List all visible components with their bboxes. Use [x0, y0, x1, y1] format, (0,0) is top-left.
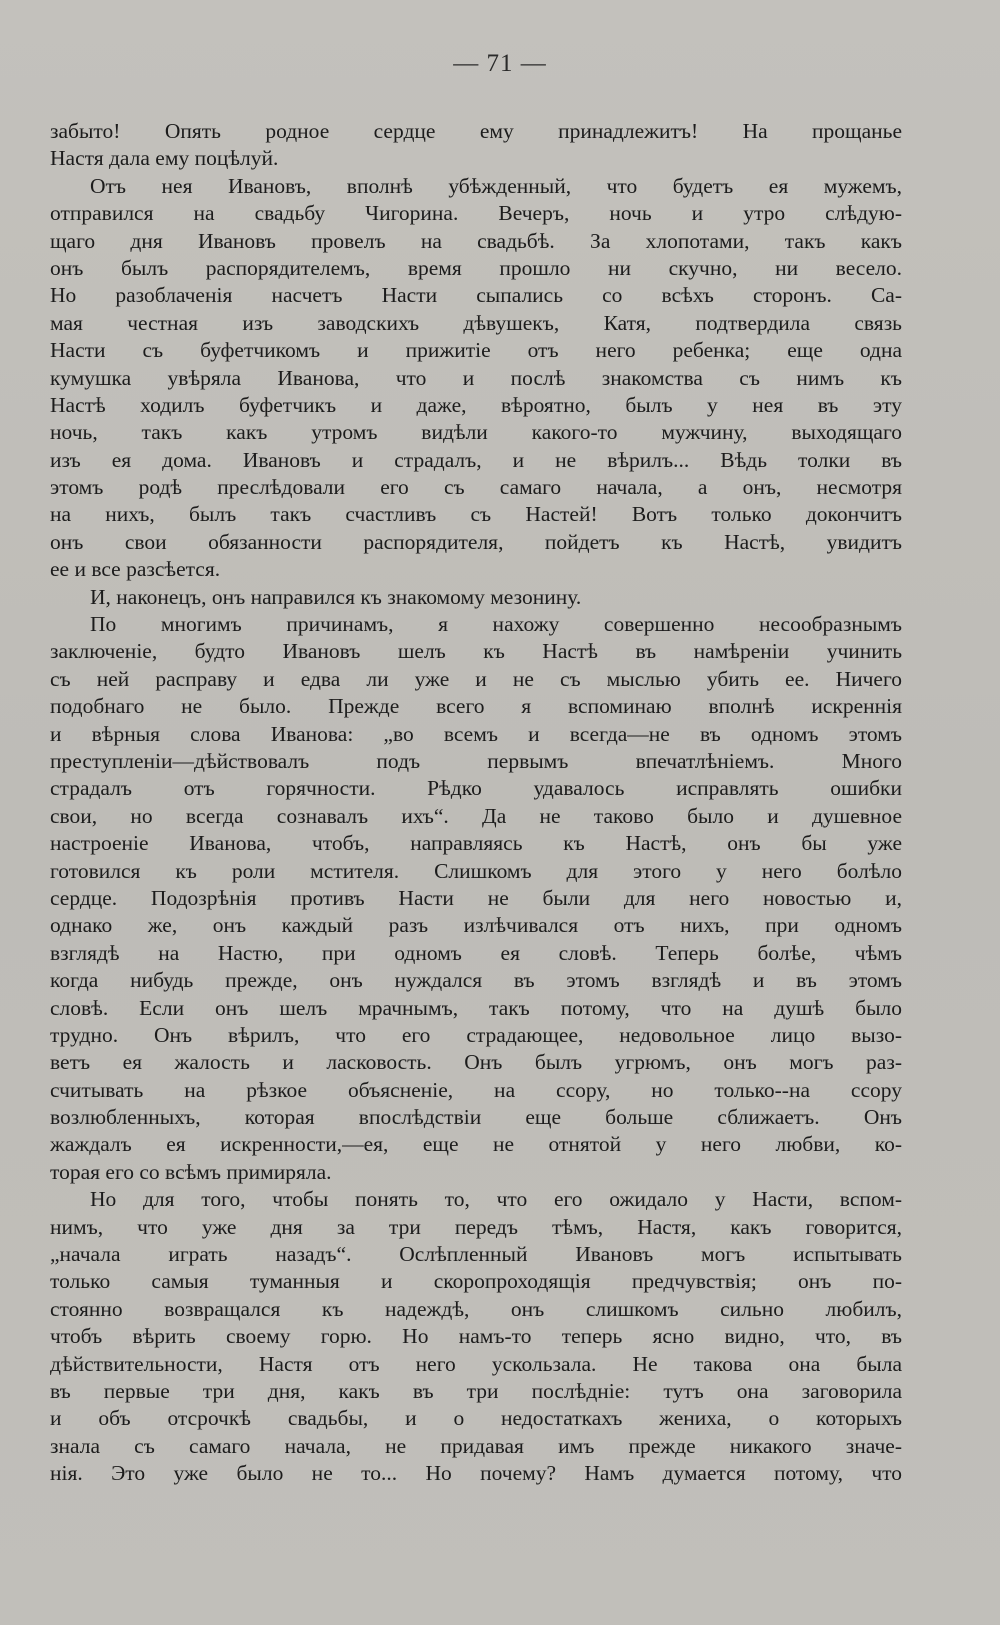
text-line-content: Насти съ буфетчикомъ и прижитіе отъ него ребенка; еще одна: [50, 338, 902, 363]
text-line-content: страдалъ отъ горячности. Рѣдко удавалось исправлять ошибки: [50, 776, 902, 801]
text-line-content: По многимъ причинамъ, я нахожу совершенно несообразнымъ: [90, 612, 902, 637]
text-line-content: трудно. Онъ вѣрилъ, что его страдающее, недовольное лицо вызо-: [50, 1022, 902, 1047]
text-line-content: нимъ, что уже дня за три передъ тѣмъ, Настя, какъ говорится,: [50, 1214, 902, 1239]
text-line-content: щаго дня Ивановъ провелъ на свадьбѣ. За хлопотами, такъ какъ: [50, 228, 902, 253]
text-line-content: чтобъ вѣрить своему горю. Но намъ-то теперь ясно видно, что, въ: [50, 1324, 902, 1349]
text-line: [50, 200, 902, 227]
page-number: — 71 —: [453, 50, 547, 77]
text-line-content: Но для того, чтобы понять то, что его ожидало у Насти, вспом-: [90, 1187, 902, 1212]
text-line-content: этомъ родѣ преслѣдовали его съ самаго начала, а онъ, несмотря: [50, 475, 902, 500]
text-line: [50, 995, 902, 1022]
text-line-content: готовился къ роли мстителя. Слишкомъ для этого у него болѣло: [50, 858, 902, 883]
text-line-content: стоянно возвращался къ надеждѣ, онъ слишкомъ сильно любилъ,: [50, 1296, 902, 1321]
text-line: [50, 1077, 902, 1104]
text-line-content: торая его со всѣмъ примиряла.: [50, 1159, 332, 1184]
text-line: [50, 611, 902, 638]
text-line: [50, 693, 902, 720]
text-line: [50, 419, 902, 446]
text-line: [50, 1460, 902, 1487]
text-line-content: подобнаго не было. Прежде всего я вспоминаю вполнѣ искреннія: [50, 694, 902, 719]
text-line: [50, 474, 902, 501]
text-line: [50, 337, 902, 364]
text-line-content: Отъ нея Ивановъ, вполнѣ убѣжденный, что будетъ ея мужемъ,: [90, 173, 902, 198]
text-line-content: ветъ ея жалость и ласковость. Онъ былъ угрюмъ, онъ могъ раз-: [50, 1050, 902, 1075]
text-line-content: мая честная изъ заводскихъ дѣвушекъ, Катя, подтвердила связь: [50, 310, 902, 335]
text-line-content: возлюбленныхъ, которая впослѣдствіи еще больше сближаетъ. Онъ: [50, 1105, 902, 1130]
text-line: [50, 392, 902, 419]
text-line: [50, 228, 902, 255]
text-line: [50, 1268, 902, 1295]
text-line-content: онъ свои обязанности распорядителя, пойдетъ къ Настѣ, увидитъ: [50, 529, 902, 554]
text-line-content: Настѣ ходилъ буфетчикъ и даже, вѣроятно, былъ у нея въ эту: [50, 392, 902, 417]
text-line-content: заключеніе, будто Ивановъ шелъ къ Настѣ въ намѣреніи учинить: [50, 639, 902, 664]
text-line-content: изъ ея дома. Ивановъ и страдалъ, и не вѣрилъ... Вѣдь толки въ: [50, 447, 902, 472]
text-line: [50, 775, 902, 802]
text-line: [50, 1433, 902, 1460]
text-line-content: и вѣрныя слова Иванова: „во всемъ и всегда—не въ одномъ этомъ: [50, 721, 902, 746]
text-line-content: отправился на свадьбу Чигорина. Вечеръ, ночь и утро слѣдую-: [50, 201, 902, 226]
text-line-content: Но разоблаченія насчетъ Насти сыпались со всѣхъ сторонъ. Са-: [50, 283, 902, 308]
text-line: [50, 1351, 902, 1378]
text-line: [50, 282, 902, 309]
text-line-content: когда нибудь прежде, онъ нуждался въ этомъ взглядѣ и въ этомъ: [50, 968, 902, 993]
text-line: [50, 1323, 902, 1350]
text-line: [50, 912, 902, 939]
text-line-content: нія. Это уже было не то... Но почему? Намъ думается потому, что: [50, 1461, 902, 1486]
text-line: [50, 803, 902, 830]
text-line: [50, 858, 902, 885]
text-line-content: сердце. Подозрѣнія противъ Насти не были для него новостью и,: [50, 885, 902, 910]
text-line-content: свои, но всегда сознавалъ ихъ“. Да не таково было и душевное: [50, 803, 902, 828]
text-line: [50, 584, 902, 611]
text-line-content: Настя дала ему поцѣлуй.: [50, 146, 279, 171]
text-line: [50, 1104, 902, 1131]
text-line-content: въ первые три дня, какъ въ три послѣдніе: тутъ она заговорила: [50, 1378, 902, 1403]
text-line: [50, 529, 902, 556]
text-line: [50, 501, 902, 528]
text-line: [50, 556, 902, 583]
text-line-content: „начала играть назадъ“. Ослѣпленный Ивановъ могъ испытывать: [50, 1242, 902, 1267]
text-line-content: и объ отсрочкѣ свадьбы, и о недостаткахъ жениха, о которыхъ: [50, 1406, 902, 1431]
text-line: [50, 1159, 902, 1186]
text-line-content: ночь, такъ какъ утромъ видѣли какого-то мужчину, выходящаго: [50, 420, 902, 445]
text-line-content: забыто! Опять родное сердце ему принадлежитъ! На прощанье: [50, 119, 902, 143]
text-line-content: однако же, онъ каждый разъ излѣчивался отъ нихъ, при одномъ: [50, 913, 902, 938]
text-line-content: жаждалъ ея искренности,—ея, еще не отнятой у него любви, ко-: [50, 1132, 902, 1157]
text-line-content: кумушка увѣряла Иванова, что и послѣ знакомства съ нимъ къ: [50, 365, 902, 390]
text-line-content: считывать на рѣзкое объясненіе, на ссору, но только--на ссору: [50, 1077, 902, 1102]
text-line: [50, 830, 902, 857]
text-line: [50, 1296, 902, 1323]
text-line: [50, 310, 902, 337]
text-line: [50, 1022, 902, 1049]
text-line-content: съ ней расправу и едва ли уже и не съ мыслью убить ее. Ничего: [50, 666, 902, 691]
text-line-content: И, наконецъ, онъ направился къ знакомому мезонину.: [90, 584, 582, 609]
text-line: [50, 1241, 902, 1268]
text-line: [50, 255, 902, 282]
text-line: [50, 1378, 902, 1405]
text-line: [50, 118, 902, 145]
text-line: [50, 721, 902, 748]
text-line: [50, 447, 902, 474]
text-line: [50, 1186, 902, 1213]
body-text: [50, 118, 902, 1488]
text-line-content: онъ былъ распорядителемъ, время прошло ни скучно, ни весело.: [50, 255, 902, 280]
text-line: [50, 666, 902, 693]
text-line: [50, 940, 902, 967]
text-line: [50, 967, 902, 994]
text-line: [50, 748, 902, 775]
text-line: [50, 1405, 902, 1432]
text-line-content: настроеніе Иванова, чтобъ, направляясь къ Настѣ, онъ бы уже: [50, 831, 902, 856]
text-line-content: знала съ самаго начала, не придавая имъ прежде никакого значе-: [50, 1433, 902, 1458]
text-line: [50, 173, 902, 200]
text-line-content: словѣ. Если онъ шелъ мрачнымъ, такъ потому, что на душѣ было: [50, 995, 902, 1020]
text-line: [50, 638, 902, 665]
text-line-content: дѣйствительности, Настя отъ него ускользала. Не такова она была: [50, 1351, 902, 1376]
text-line: [50, 145, 902, 172]
text-line: [50, 885, 902, 912]
text-line: [50, 1214, 902, 1241]
text-line: [50, 1049, 902, 1076]
text-line-content: преступленіи—дѣйствовалъ подъ первымъ впечатлѣніемъ. Много: [50, 748, 902, 773]
text-line-content: только самыя туманныя и скоропроходящія предчувствія; онъ по-: [50, 1269, 902, 1294]
text-line: [50, 365, 902, 392]
text-line-content: ее и все разсѣется.: [50, 557, 221, 582]
text-line-content: взглядѣ на Настю, при одномъ ея словѣ. Теперь болѣе, чѣмъ: [50, 940, 902, 965]
text-line-content: на нихъ, былъ такъ счастливъ съ Настей! Вотъ только докончитъ: [50, 502, 902, 527]
text-line: [50, 1131, 902, 1158]
